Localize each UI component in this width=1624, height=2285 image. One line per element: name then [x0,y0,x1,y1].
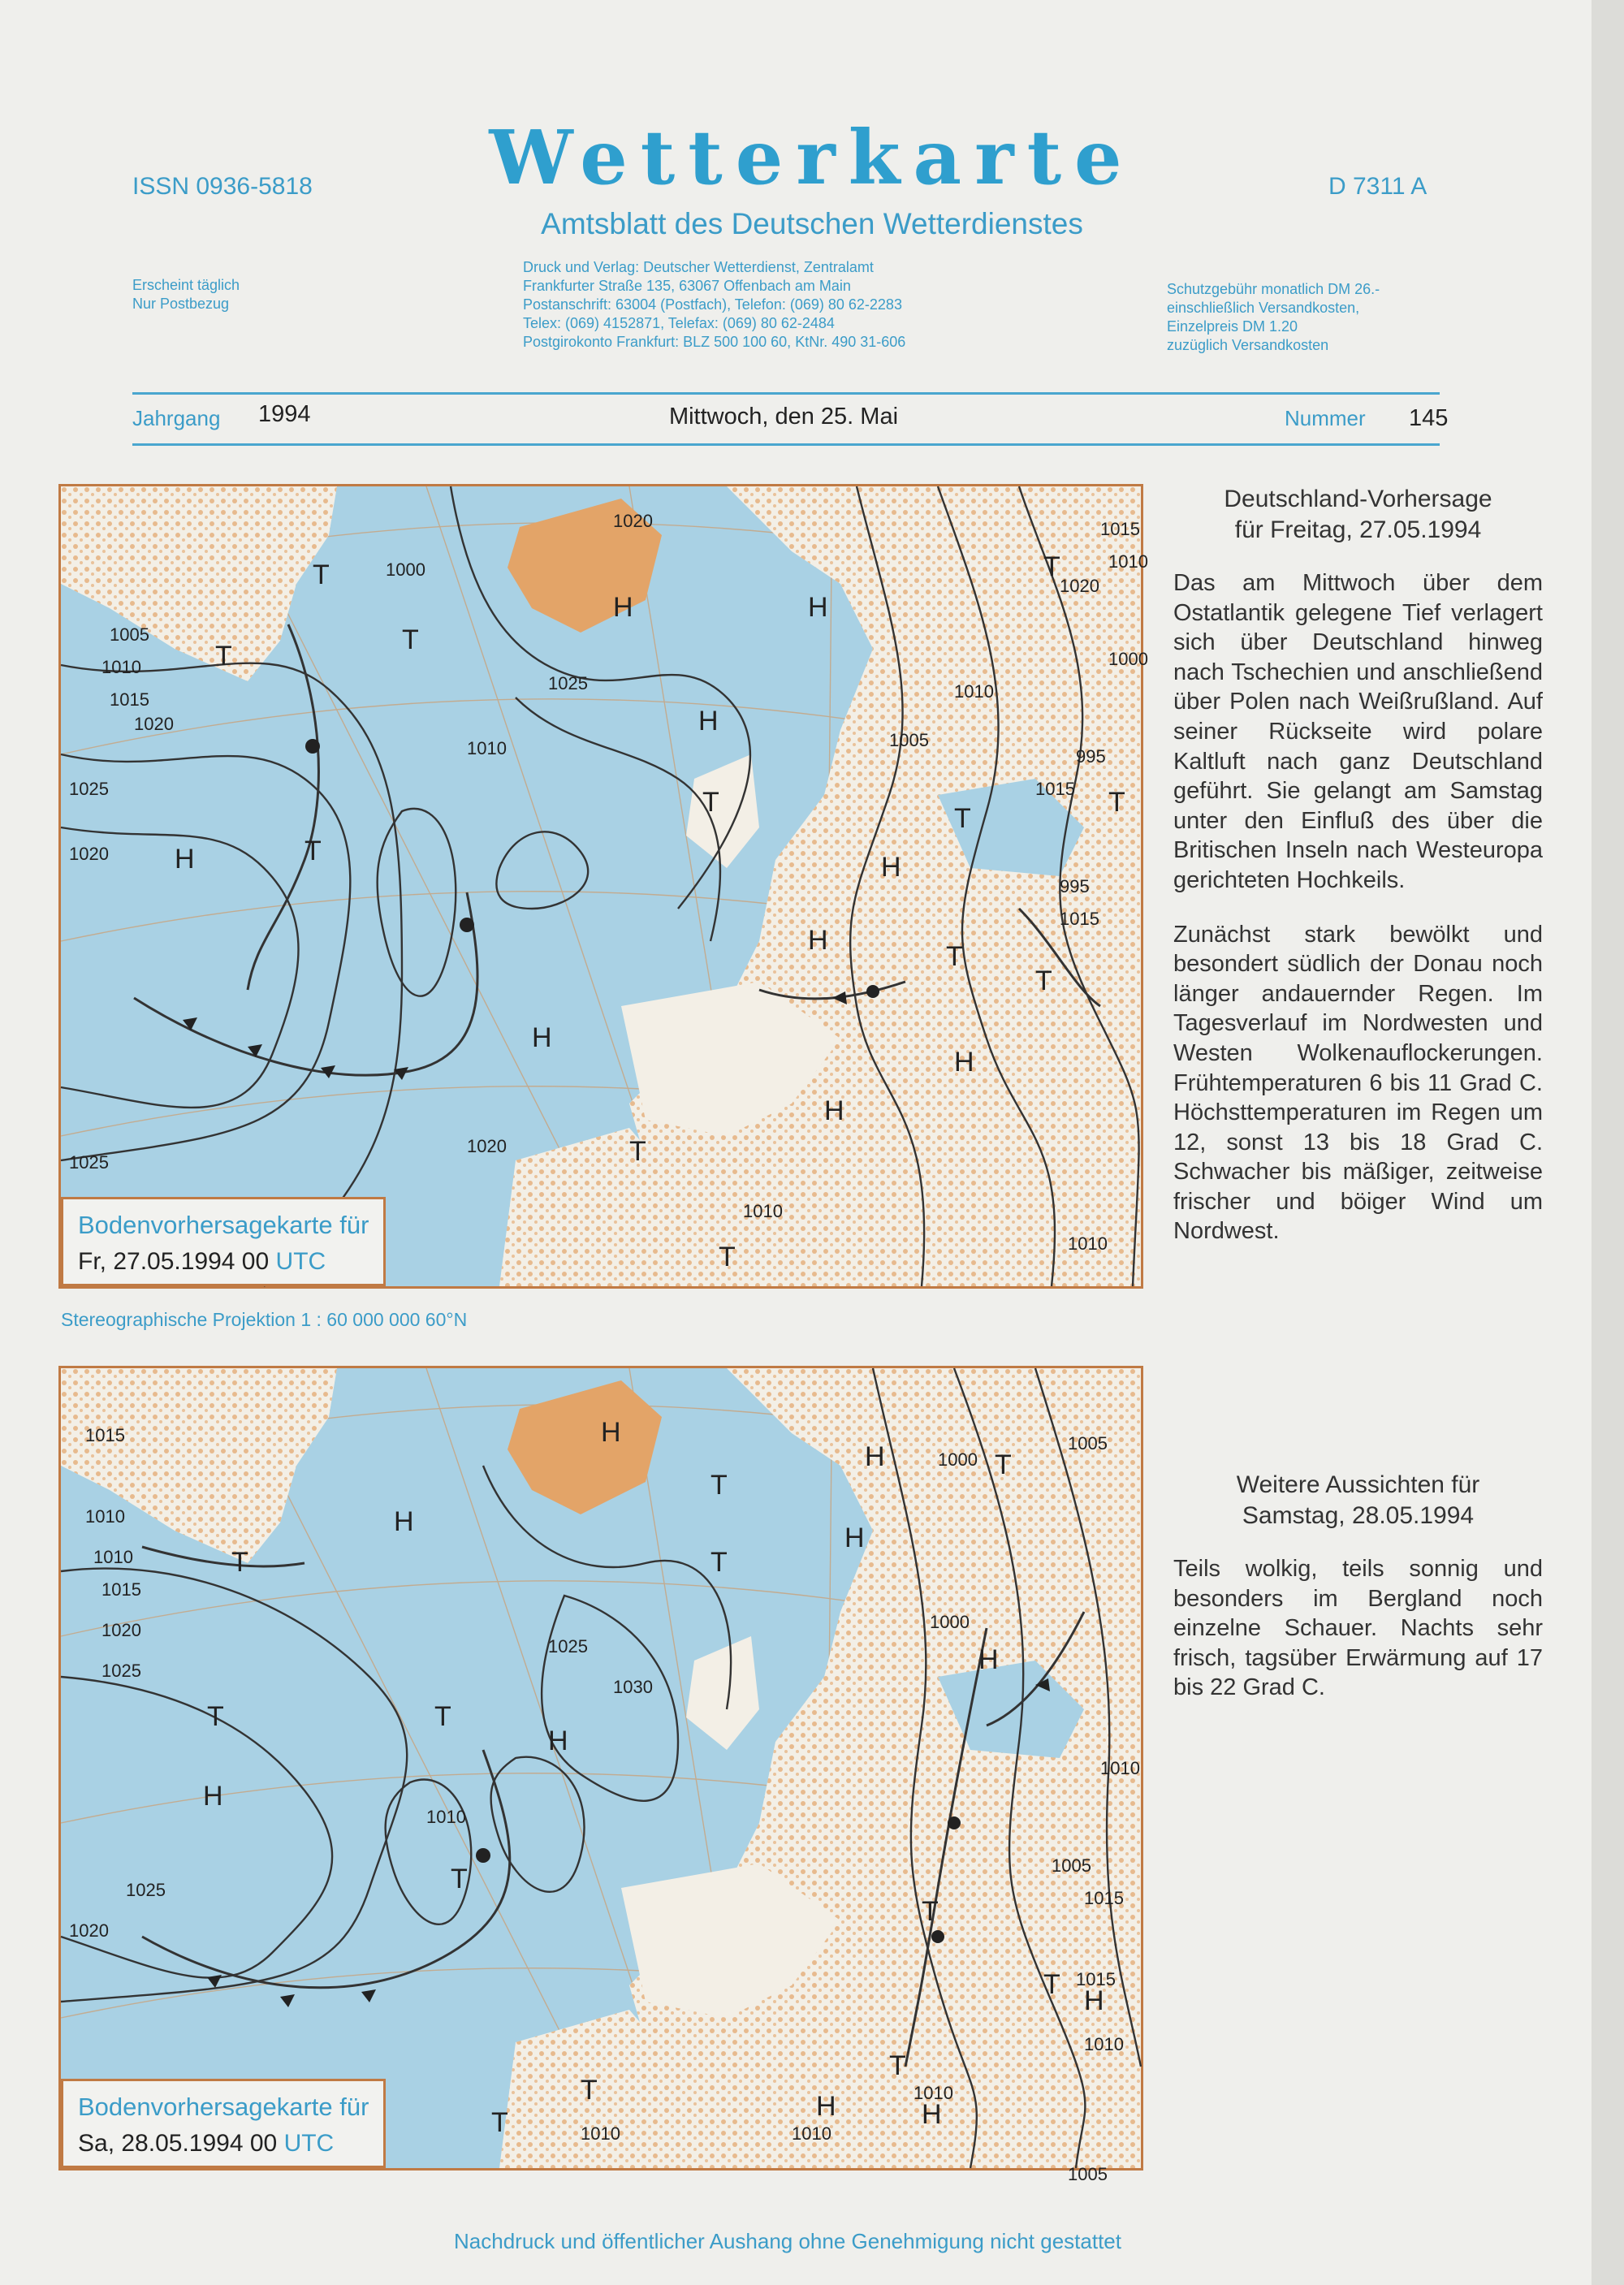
low-pressure-center: T [710,1470,728,1501]
issue-date: Mittwoch, den 25. Mai [668,404,899,430]
high-pressure-center: H [175,844,195,875]
low-pressure-center: T [954,803,971,834]
map-label-saturday [61,2079,386,2168]
outlook-paragraph: Teils wolkig, teils sonnig und besonders im Bergland noch einzelne Schauer. Nachts sehr frisch, tagsüber Erwärmung auf 17 bis 22 Grad C. [1173,1556,1543,1701]
isobar-label: 1000 [930,1612,970,1632]
low-pressure-center: T [1035,965,1052,996]
fee-note-line: zuzüglich Versandkosten [1167,337,1329,353]
high-pressure-center: H [881,852,901,883]
low-pressure-center: T [491,2107,508,2138]
forecast-map-friday [58,484,1148,1289]
isobar-label: 1020 [467,1136,507,1156]
map-label-date [78,2130,369,2158]
high-pressure-center: H [824,1095,844,1126]
low-pressure-center: T [946,941,963,972]
isobar-label: 1010 [93,1547,133,1567]
isobar-label: 1005 [1068,2164,1108,2184]
fee-note-line: einschließlich Versandkosten, [1167,300,1360,316]
isobar-label: 1010 [1100,1758,1140,1778]
low-pressure-center: T [889,2050,906,2081]
isobar-label: 1025 [126,1880,166,1900]
isobar-label: 1010 [743,1201,783,1221]
isobar-label: 1015 [85,1425,125,1445]
isobar-label: 1015 [1084,1888,1124,1908]
isobar-label: 1020 [1060,576,1099,596]
low-pressure-center: T [995,1449,1012,1480]
outlook-column [1173,1470,1543,1703]
isobar-label: 995 [1076,746,1106,767]
isobar-label: 1020 [613,511,653,531]
forecast-paragraph: Zunächst stark bewölkt und besondert südlich der Donau noch länger andauernder Regen. Im Tagesverlauf im Nordwesten und Westen Wolkenauflockerungen. Frühtemperaturen 6 bis 11 Grad C. Höchsttemperaturen im Regen um 12, sonst 13 bis 18 Grad C. Schwacher bis mäßiger, zeitweise frischer und böiger Wind um Nordwest. [1173,921,1543,1245]
outlook-title-line: Samstag, 28.05.1994 [1242,1502,1475,1529]
publisher-line: Frankfurter Straße 135, 63067 Offenbach am Main [523,278,851,294]
isobar-label: 1015 [1100,519,1140,539]
high-pressure-center: H [203,1781,223,1812]
isobar-label: 1000 [938,1449,978,1470]
isobar-label: 1025 [102,1661,141,1681]
isobar-label: 1010 [1108,551,1148,572]
isobar-label: 1010 [1068,1233,1108,1254]
high-pressure-center: H [548,1726,568,1756]
isobar-label: 1000 [386,559,425,580]
fee-note [1167,280,1380,355]
low-pressure-center: T [402,624,419,655]
number-value: 145 [1409,405,1449,431]
isobar-label: 1020 [69,844,109,864]
high-pressure-center: H [532,1022,552,1053]
high-pressure-center: H [1084,1985,1104,2016]
outlook-title [1173,1470,1543,1531]
forecast-title-line: Deutschland-Vorhersage [1224,486,1492,512]
outlook-title-line: Weitere Aussichten für [1236,1471,1480,1498]
header-rule-top [132,392,1440,395]
isobar-label: 1015 [102,1579,141,1600]
high-pressure-center: H [613,592,633,623]
map-label-utc: UTC [275,1248,326,1275]
low-pressure-center: T [231,1547,248,1578]
isobar-label: 1020 [69,1920,109,1941]
high-pressure-center: H [954,1047,974,1078]
isobar-label: 1015 [110,689,149,710]
isobar-label: 1025 [69,1152,109,1173]
high-pressure-center: H [844,1523,865,1553]
low-pressure-center: T [1043,1969,1060,2000]
isobar-label: 1025 [69,779,109,799]
page-edge [1592,0,1624,2285]
isobar-label: 1005 [1068,1433,1108,1454]
forecast-map-saturday [58,1366,1143,2184]
masthead-title: Wetterkarte [489,114,1135,201]
low-pressure-center: T [922,1896,939,1927]
low-pressure-center: T [629,1136,646,1167]
publisher-line: Telex: (069) 4152871, Telefax: (069) 80 62-2484 [523,315,835,331]
low-pressure-center: T [207,1701,224,1732]
low-pressure-center: T [1043,551,1060,582]
isobar-label: 1005 [110,624,149,645]
isobar-label: 1025 [548,1636,588,1657]
map-label-date-text: Fr, 27.05.1994 00 [78,1248,270,1275]
publisher-line: Postanschrift: 63004 (Postfach), Telefon: (069) 80 62-2283 [523,296,902,313]
masthead-subtitle: Amtsblatt des Deutschen Wetterdienstes [541,207,1083,240]
isobar-label: 1015 [1076,1969,1116,1989]
number-label: Nummer [1285,406,1366,430]
publisher-line: Postgirokonto Frankfurt: BLZ 500 100 60, KtNr. 490 31-606 [523,334,906,350]
isobar-label: 1015 [1060,909,1099,929]
high-pressure-center: H [698,706,719,736]
isobar-label: 1010 [792,2123,831,2144]
low-pressure-center: T [702,787,719,818]
isobar-label: 1030 [613,1677,653,1697]
high-pressure-center: H [865,1441,885,1472]
isobar-label: 995 [1060,876,1090,896]
low-pressure-center: T [313,559,330,590]
header-rule-bottom [132,443,1440,446]
low-pressure-center: T [719,1242,736,1272]
low-pressure-center: T [215,641,232,672]
delivery-note-line: Nur Postbezug [132,296,230,312]
low-pressure-center: T [710,1547,728,1578]
high-pressure-center: H [922,2099,942,2130]
postal-code: D 7311 A [1328,173,1427,200]
isobar-label: 1010 [954,681,994,702]
isobar-label: 1010 [914,2083,953,2103]
low-pressure-center: T [434,1701,451,1732]
map-label-utc: UTC [283,2130,335,2157]
forecast-paragraph: Das am Mittwoch über dem Ostatlantik gelegene Tief verlagert sich über Deutschland hinweg nach Tschechien und anschließend über Polen nach Weißrußland. Auf seiner Rückseite wird polare Kaltluft nach ganz Deutschland geführt. Sie gelangt am Samstag unter den Einfluß des über die Britischen Inseln nach Westeuropa gerichteten Hochkeils. [1173,570,1543,893]
forecast-title-line: für Freitag, 27.05.1994 [1234,516,1482,543]
low-pressure-center: T [451,1864,468,1894]
isobar-label: 1005 [889,730,929,750]
map-label-date-text: Sa, 28.05.1994 00 [78,2130,278,2157]
isobar-label: 1005 [1052,1855,1091,1876]
high-pressure-center: H [808,925,828,956]
high-pressure-center: H [394,1506,414,1537]
forecast-title [1173,484,1543,546]
delivery-note-line: Erscheint täglich [132,277,240,293]
footer-note: Nachdruck und öffentlicher Aushang ohne Genehmigung nicht gestattet [454,2229,1121,2253]
low-pressure-center: T [581,2075,598,2106]
isobar-label: 1010 [426,1807,466,1827]
low-pressure-center: T [304,836,322,866]
year-value: 1994 [258,401,311,427]
fee-note-line: Schutzgebühr monatlich DM 26.- [1167,281,1380,297]
map-label-title: Bodenvorhersagekarte für [78,2093,369,2121]
issn: ISSN 0936-5818 [132,173,313,200]
high-pressure-center: H [808,592,828,623]
fee-note-line: Einzelpreis DM 1.20 [1167,318,1298,335]
map-saturday-graphic [61,1368,1141,2184]
isobar-label: 1025 [548,673,588,693]
isobar-label: 1010 [467,738,507,758]
high-pressure-center: H [978,1644,999,1675]
map-label-friday [61,1197,386,1286]
forecast-column [1173,484,1543,1246]
isobar-label: 1020 [134,714,174,734]
low-pressure-center: T [1108,787,1125,818]
publisher-info [523,258,905,352]
map-label-title: Bodenvorhersagekarte für [78,1211,369,1239]
high-pressure-center: H [601,1417,621,1448]
isobar-label: 1015 [1035,779,1075,799]
isobar-label: 1000 [1108,649,1148,669]
map-friday-graphic [61,486,1148,1286]
delivery-note [132,276,240,313]
isobar-label: 1010 [102,657,141,677]
isobar-label: 1010 [1084,2034,1124,2054]
high-pressure-center: H [816,2091,836,2122]
projection-note: Stereographische Projektion 1 : 60 000 000 60°N [61,1309,468,1330]
publisher-line: Druck und Verlag: Deutscher Wetterdienst, Zentralamt [523,259,874,275]
year-label: Jahrgang [132,406,221,430]
map-label-date [78,1248,369,1276]
isobar-label: 1020 [102,1620,141,1640]
isobar-label: 1010 [85,1506,125,1527]
isobar-label: 1010 [581,2123,620,2144]
